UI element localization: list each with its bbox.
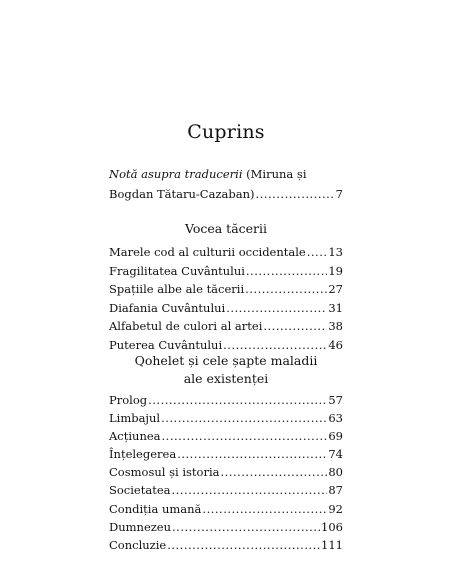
dot-leader bbox=[226, 299, 327, 318]
toc-entry bbox=[109, 280, 343, 299]
dot-leader bbox=[162, 427, 328, 445]
toc-entry-title: Concluzie bbox=[109, 537, 167, 552]
toc-entry-title: Înțelegerea bbox=[109, 447, 177, 462]
dot-leader bbox=[245, 280, 327, 299]
toc-entry-title: Societatea bbox=[109, 483, 171, 498]
toc-entry-title: Condiția umană bbox=[109, 501, 202, 516]
note-translators-end: Bogdan Tătaru-Cazaban) bbox=[109, 187, 255, 201]
page-title: Cuprins bbox=[187, 121, 265, 143]
toc-entry-page: 57 bbox=[328, 393, 343, 407]
dot-leader bbox=[263, 317, 327, 336]
dot-leader bbox=[172, 518, 320, 536]
dot-leader bbox=[161, 409, 327, 427]
note-line-2 bbox=[109, 184, 343, 204]
toc-entry bbox=[109, 409, 343, 427]
toc-entry bbox=[109, 536, 343, 554]
toc-entry-page: 92 bbox=[328, 501, 343, 516]
section-heading-line: Vocea tăcerii bbox=[184, 221, 268, 236]
toc-list-qohelet bbox=[109, 391, 343, 554]
note-page-number: 7 bbox=[335, 187, 343, 201]
dot-leader bbox=[177, 445, 327, 463]
toc-entry-page: 27 bbox=[328, 282, 343, 296]
toc-list-vocea-tacerii bbox=[109, 243, 343, 354]
note-italic-title: Notă asupra traducerii bbox=[109, 167, 243, 181]
toc-entry-page: 38 bbox=[328, 319, 343, 333]
toc-entry-page: 80 bbox=[328, 465, 343, 480]
toc-entry bbox=[109, 518, 343, 536]
toc-entry bbox=[109, 243, 343, 262]
section-heading-line: ale existenței bbox=[183, 371, 269, 386]
toc-entry bbox=[109, 427, 343, 445]
toc-entry-page: 69 bbox=[328, 429, 343, 444]
toc-entry bbox=[109, 299, 343, 318]
toc-entry bbox=[109, 481, 343, 499]
toc-entry bbox=[109, 317, 343, 336]
toc-entry-title: Limbajul bbox=[109, 411, 161, 426]
toc-entry-page: 74 bbox=[328, 447, 343, 462]
toc-entry-title: Marele cod al culturii occidentale bbox=[109, 245, 306, 259]
toc-entry bbox=[109, 445, 343, 463]
toc-entry bbox=[109, 391, 343, 409]
toc-entry-title: Alfabetul de culori al artei bbox=[109, 319, 263, 333]
toc-entry-page: 13 bbox=[328, 245, 343, 259]
dot-leader bbox=[221, 463, 328, 481]
section-heading-qohelet bbox=[109, 352, 343, 388]
toc-entry bbox=[109, 500, 343, 518]
note-line-1 bbox=[109, 164, 343, 184]
dot-leader bbox=[148, 391, 327, 409]
toc-entry-page: 87 bbox=[328, 483, 343, 498]
toc-entry-page: 63 bbox=[328, 411, 343, 426]
toc-entry-page: 106 bbox=[321, 519, 343, 534]
toc-entry bbox=[109, 463, 343, 481]
dot-leader bbox=[202, 500, 327, 518]
toc-entry-title: Puterea Cuvântului bbox=[109, 337, 223, 352]
dot-leader bbox=[246, 262, 327, 281]
section-heading-vocea-tacerii bbox=[109, 220, 343, 238]
translation-note-entry bbox=[109, 164, 343, 204]
section-heading-line: Qohelet și cele șapte maladii bbox=[134, 353, 318, 368]
toc-entry-title: Fragilitatea Cuvântului bbox=[109, 263, 245, 278]
dot-leader bbox=[307, 243, 328, 262]
toc-entry-title: Spațiile albe ale tăcerii bbox=[109, 282, 245, 296]
toc-entry-title: Prolog bbox=[109, 393, 148, 407]
toc-entry bbox=[109, 262, 343, 281]
toc-entry-page: 19 bbox=[328, 263, 343, 278]
dot-leader bbox=[172, 481, 328, 499]
dot-leader bbox=[167, 536, 320, 554]
toc-entry-title: Dumnezeu bbox=[109, 519, 172, 534]
toc-entry-page: 111 bbox=[321, 537, 343, 552]
toc-entry-title: Cosmosul și istoria bbox=[109, 465, 220, 480]
toc-entry-title: Diafania Cuvântului bbox=[109, 300, 226, 315]
toc-entry-title: Acțiunea bbox=[109, 429, 161, 444]
dot-leader bbox=[256, 184, 335, 204]
toc-entry-page: 46 bbox=[328, 337, 343, 352]
note-translators-start: (Miruna și bbox=[242, 167, 307, 181]
toc-entry-page: 31 bbox=[328, 300, 343, 315]
